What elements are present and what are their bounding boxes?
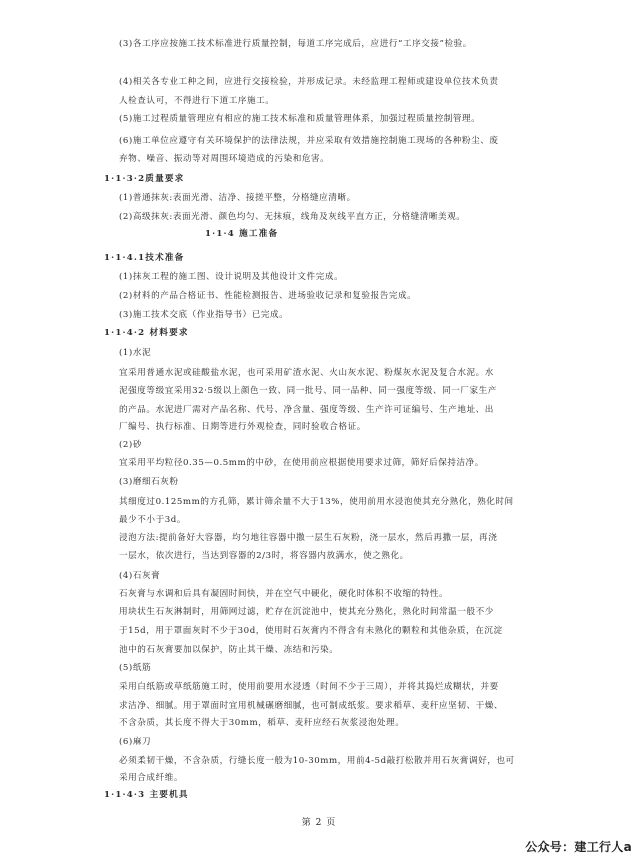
body-line: (2)高级抹灰:表面光滑、颜色均匀、无抹痕，线角及灰线平直方正，分格缝清晰美观。 [119,212,466,222]
body-line: 采用白纸筋或草纸筋施工时，使用前要用水浸透（时间不少于三周），并将其捣烂成糊状，并要 [119,682,499,692]
body-line: (3)各工序应按施工技术标准进行质量控制，每道工序完成后，应进行“工序交接”检验。 [119,39,472,49]
section-title: 1·1·4 施工准备 [205,229,279,239]
body-line: 必须柔韧干燥，不含杂质，行缝长度一般为10-30mm，用前4-5d敲打松散并用石灰膏调好，也可 [119,756,515,766]
body-line: 用块状生石灰淋制时，用筛网过滤，贮存在沉淀池中，使其充分熟化，熟化时间常温一般不少 [119,607,494,617]
body-line: 其细度过0.125mm的方孔筛，累计筛余量不大于13%，使用前用水浸泡使其充分熟化，熟化时间 [119,497,514,507]
body-line: (3)磨细石灰粉 [119,477,179,487]
account-watermark: 公众号：建工行人a [525,840,632,854]
body-line: (6)施工单位应遵守有关环境保护的法律法规，并应采取有效措施控制施工现场的各种粉尘、废 [119,136,499,146]
body-line: 弃物、噪音、振动等对周围环境造成的污染和危害。 [119,154,330,164]
section-heading: 1·1·4·3 主要机具 [104,790,189,800]
page-number: 第 2 页 [301,818,337,828]
body-line: 池中的石灰膏要加以保护，防止其干燥、冻结和污染。 [119,645,339,655]
body-line: 不含杂质，其长度不得大于30mm，稻草、麦秆应经石灰浆浸泡处理。 [119,718,405,728]
body-line: 采用合成纤维。 [119,773,184,783]
body-line: 的产品。水泥进厂需对产品名称、代号、净含量、强度等级、生产许可证编号、生产地址、出 [119,405,494,415]
body-line: 人检查认可，不得进行下道工序施工。 [119,96,275,106]
body-line: (2)砂 [119,440,142,450]
body-line: (2)材料的产品合格证书、性能检测报告、进场验收记录和复验报告完成。 [119,291,417,301]
section-heading: 1·1·4.1技术准备 [104,253,185,263]
body-line: (6)麻刀 [119,737,152,747]
body-line: (4)石灰膏 [119,571,161,581]
body-line: 一层水，依次进行，当达到容器的2/3时，将容器内放满水，使之熟化。 [119,551,409,561]
body-line: 石灰膏与水调和后具有凝固时间快，并在空气中硬化，硬化时体积不收缩的特性。 [119,589,449,599]
body-line: 求洁净、细腻。用于罩面时宜用机械碾磨细腻，也可制成纸浆。要求稻草、麦秆应坚韧、干燥、 [119,701,504,711]
body-line: (1)水泥 [119,348,152,358]
body-line: 宜采用平均粒径0.35—0.5mm的中砂，在使用前应根据使用要求过筛，筛好后保持洁净。 [119,458,484,468]
body-line: 于15d，用于罩面灰时不少于30d，使用时石灰膏内不得含有未熟化的颗粒和其他杂质，在沉淀 [119,626,503,636]
body-line: (1)普通抹灰:表面光滑、洁净、接搓平整，分格缝应清晰。 [119,193,356,203]
body-line: 浸泡方法:提前备好大容器，均匀地往容器中撒一层生石灰粉，浇一层水，然后再撒一层，再浇 [119,533,498,543]
body-line: (5)施工过程质量管理应有相应的施工技术标准和质量管理体系，加强过程质量控制管理。 [119,114,481,124]
section-heading: 1·1·3·2质量要求 [104,174,185,184]
body-line: (4)相关各专业工种之间，应进行交接检验，并形成记录。未经监理工程师或建设单位技术负责 [119,77,499,87]
body-line: 厂编号、执行标准、日期等进行外观检查，同时验收合格证。 [119,422,366,432]
body-line: 泥强度等级宜采用32·5级以上颜色一致、同一批号、同一品种、同一强度等级、同一厂家生产 [119,386,497,396]
body-line: (1)抹灰工程的施工图、设计说明及其他设计文件完成。 [119,272,344,282]
body-line: (3)施工技术交底（作业指导书）已完成。 [119,310,289,320]
body-line: 宜采用普通水泥或硅酸盐水泥，也可采用矿渣水泥、火山灰水泥、粉煤灰水泥及复合水泥。水 [119,368,494,378]
section-heading: 1·1·4·2 材料要求 [104,328,189,338]
body-line: (5)纸筋 [119,663,152,673]
body-line: 最少不小于3d。 [119,515,186,525]
